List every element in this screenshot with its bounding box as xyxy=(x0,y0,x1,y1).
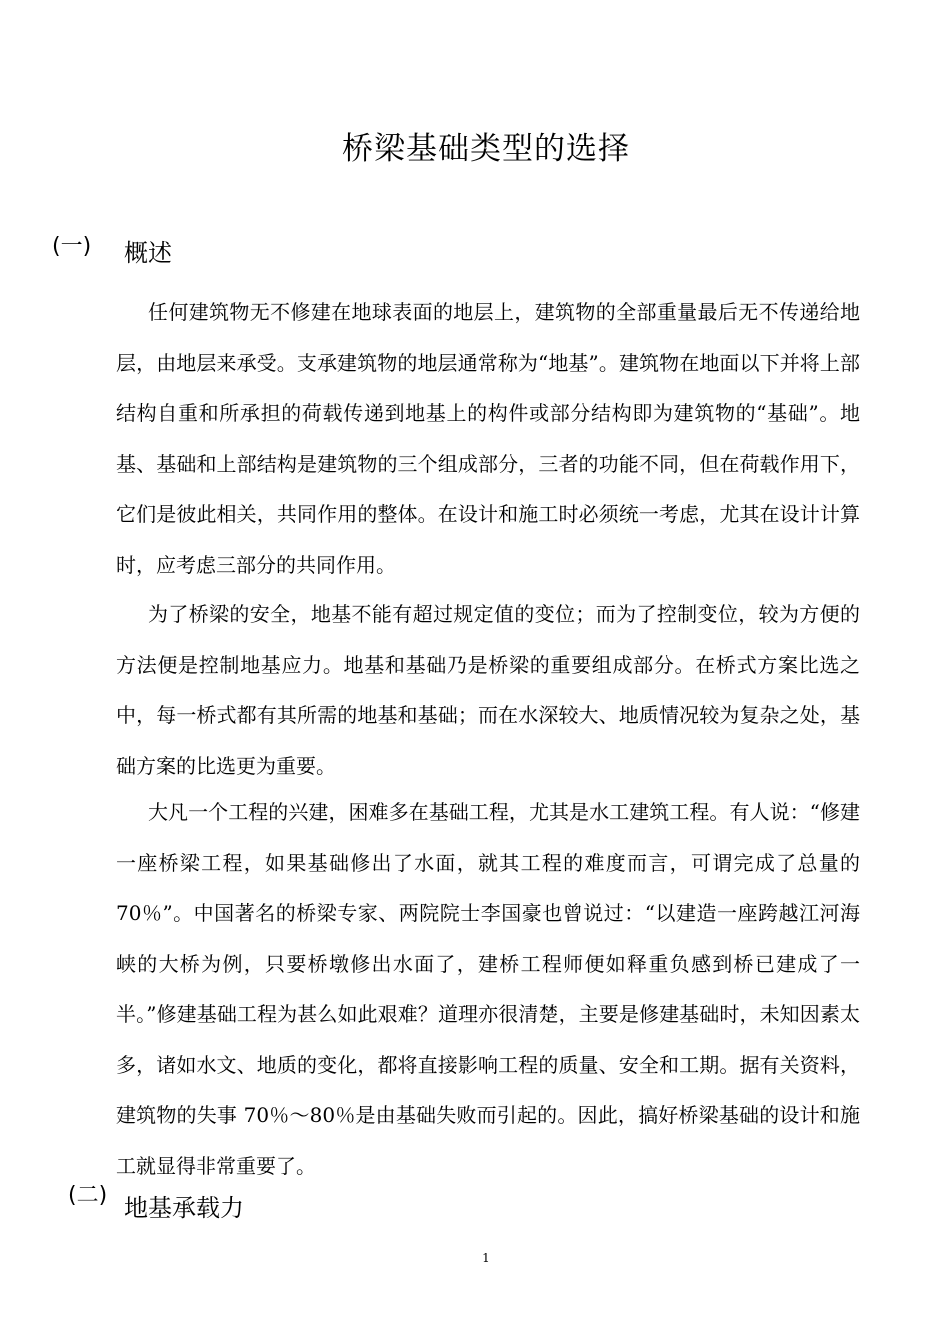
paragraph-3: 大凡一个工程的兴建，困难多在基础工程，尤其是水工建筑工程。有人说：“修建一座桥梁工程，如果基础修出了水面，就其工程的难度而言，可谓完成了总量的 70％”。中国著名的桥梁专家、两院院士李国豪也曾说过：“以建造一座跨越江河海峡的大桥为例，只要桥墩修出水面了，建桥工程师便如释重负感到桥已建成了一半。”修建基础工程为甚么如此艰难？道理亦很清楚，主要是修建基础时，未知因素太多，诸如水文、地质的变化，都将直接影响工程的质量、安全和工期。据有关资料，建筑物的失事 70％～80％是由基础失败而引起的。因此，搞好桥梁基础的设计和施工就显得非常重要了。 xyxy=(116,800,860,1178)
page-number: 1 xyxy=(482,1251,490,1265)
document-title: 桥梁基础类型的选择 xyxy=(342,131,630,167)
section-1-heading: 概述 xyxy=(124,239,172,267)
section-1-number: (一) xyxy=(52,234,92,259)
paragraph-1: 任何建筑物无不修建在地球表面的地层上，建筑物的全部重量最后无不传递给地层，由地层来承受。支承建筑物的地层通常称为“地基”。建筑物在地面以下并将上部结构自重和所承担的荷载传递到地基上的构件或部分结构即为建筑物的“基础”。地基、基础和上部结构是建筑物的三个组成部分，三者的功能不同，但在荷载作用下，它们是彼此相关，共同作用的整体。在设计和施工时必须统一考虑，尤其在设计计算时，应考虑三部分的共同作用。 xyxy=(116,300,860,577)
section-2-heading: 地基承载力 xyxy=(124,1194,244,1222)
section-2-number: (二) xyxy=(68,1183,108,1208)
paragraph-2: 为了桥梁的安全，地基不能有超过规定值的变位；而为了控制变位，较为方便的方法便是控制地基应力。地基和基础乃是桥梁的重要组成部分。在桥式方案比选之中，每一桥式都有其所需的地基和基础；而在水深较大、地质情况较为复杂之处，基础方案的比选更为重要。 xyxy=(116,602,860,778)
